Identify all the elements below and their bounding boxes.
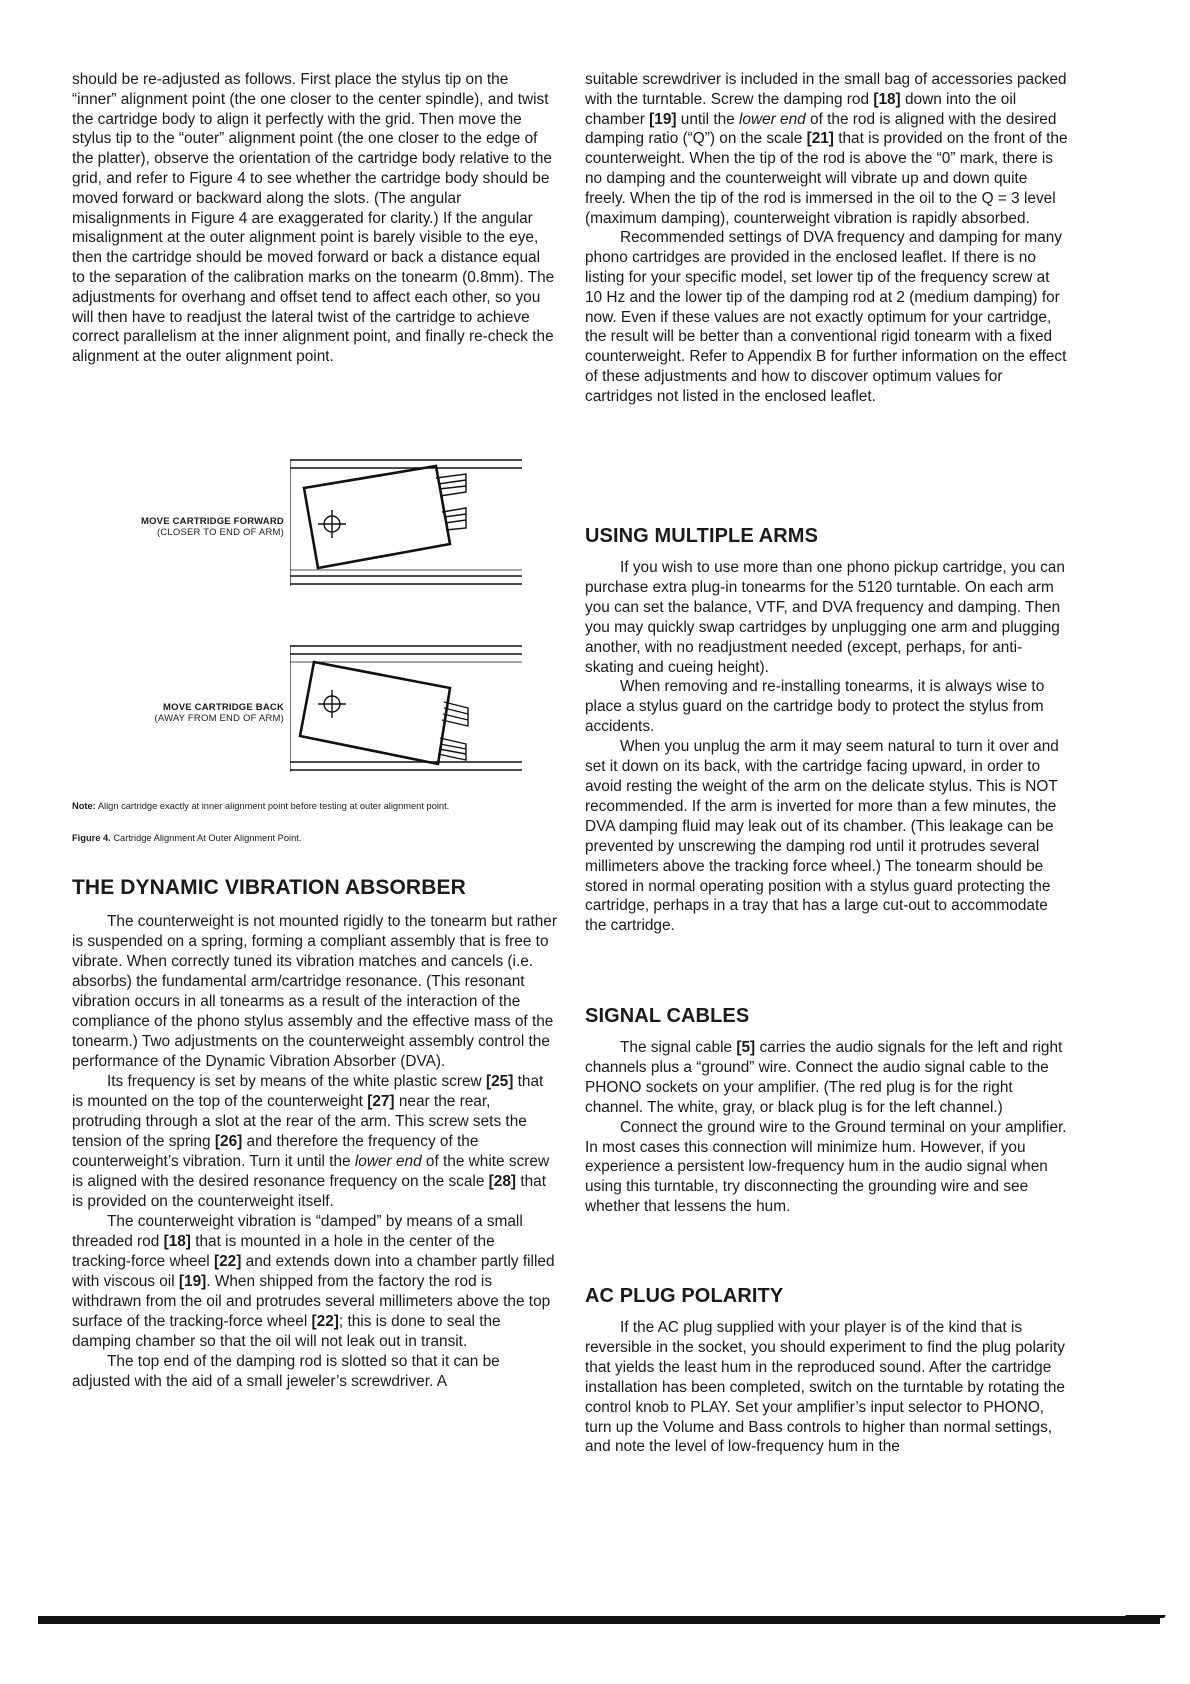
dva-paragraph-1: The counterweight is not mounted rigidly to the tonearm but rather is suspended on a spring, forming a compliant assembly that is free to vibrate. When correctly tuned its vibration matches and cancels (i.e. absorbs) the fundamental arm/cartridge resonance. (This resonant vibration occurs in all tonearms as a result of the interaction of the compliance of the phono stylus assembly and the effective mass of the tonearm.) Two adjustments on the counterweight assembly control the performance of the Dynamic Vibration Absorber (DVA).	[72, 913, 557, 1070]
dva-paragraph-2	[72, 1072, 557, 1212]
signal-cables-paragraph-1	[585, 1038, 1070, 1118]
text-run: of the white screw is aligned with the desired resonance frequency on the scale	[72, 1153, 550, 1190]
multiple-arms-heading: USING MULTIPLE ARMS	[585, 525, 819, 547]
ref-number: [19]	[178, 1273, 207, 1290]
dva-paragraph-3	[72, 1212, 557, 1352]
multiple-arms-paragraph-3: When you unplug the arm it may seem natural to turn it over and set it down on its back, with the cartridge facing upward, in order to avoid resting the weight of the arm on the delicate stylus. This is NOT recommended. If the arm is inverted for more than a few minutes, the DVA damping fluid may leak out of its chamber. (This leakage can be prevented by unscrewing the damping rod until it protrudes several millimeters above the tracking force wheel.) The tonearm should be stored in normal operating position with a stylus guard protecting the cartridge, perhaps in a tray that has a large cut-out to accommodate the cartridge.	[585, 738, 1059, 935]
figure-label-back-bold: MOVE CARTRIDGE BACK	[163, 702, 284, 713]
ac-plug-paragraph: If the AC plug supplied with your player is of the kind that is reversible in the socket, you should experiment to find the plug polarity that yields the least hum in the reproduced sound. After the cartridge installation has been completed, switch on the turntable by rotating the control knob to PLAY. Set your amplifier’s input selector to PHONO, turn up the Volume and Bass controls to higher than normal settings, and note the level of low-frequency hum in the	[585, 1319, 1065, 1456]
text-run: that is mounted in a hole in the center of the tracking-force wheel	[72, 1233, 495, 1270]
figure-note	[72, 800, 542, 813]
figure-note-prefix: Note:	[72, 801, 96, 811]
multiple-arms-paragraph-2: When removing and re-installing tonearms, it is always wise to place a stylus guard on the cartridge body to protect the stylus from accidents.	[585, 678, 1045, 736]
ref-number: [27]	[367, 1093, 395, 1110]
emphasis: lower end	[739, 110, 806, 128]
text-run: that is mounted on the top of the counterweight	[72, 1073, 544, 1110]
text-run: that is provided on the counterweight itself.	[72, 1173, 546, 1210]
ref-number: [25]	[485, 1073, 514, 1090]
ref-number: [18]	[873, 90, 901, 108]
ac-plug-section	[585, 1318, 1070, 1457]
ref-number: [21]	[806, 130, 834, 148]
figure-caption-prefix: Figure 4.	[72, 833, 111, 843]
figure-label-back-sub: (AWAY FROM END OF ARM)	[154, 713, 284, 724]
ref-number: [22]	[311, 1313, 339, 1330]
text-run: ; this is done to seal the damping chamber so that the oil will not leak out in transit.	[72, 1313, 501, 1350]
multiple-arms-paragraph-1: If you wish to use more than one phono pickup cartridge, you can purchase extra plug-in tonearms for the 5120 turntable. On each arm you can set the balance, VTF, and DVA frequency and damping. Then you may quickly swap cartridges by unplugging one arm and plugging another, with no readjustment needed (except, perhaps, for anti-skating and cueing height).	[585, 559, 1065, 676]
text-run: . When shipped from the factory the rod is withdrawn from the oil and protrudes several millimeters above the top surface of the tracking-force wheel	[72, 1273, 551, 1330]
cartridge-forward-diagram	[290, 458, 530, 588]
right-column	[585, 70, 1070, 407]
figure-label-forward	[72, 516, 284, 538]
ref-number: [19]	[649, 110, 677, 128]
signal-cables-paragraph-2: Connect the ground wire to the Ground terminal on your amplifier. In most cases this connection will minimize hum. However, if you experience a persistent low-frequency hum in the audio signal when using this turntable, try disconnecting the grounding wire and see whether that lessens the hum.	[585, 1118, 1067, 1216]
damping-paragraph	[585, 70, 1070, 228]
text-run: and therefore the frequency of the counterweight’s vibration. Turn it until the	[72, 1133, 479, 1170]
figure-note-text: Align cartridge exactly at inner alignment point before testing at outer alignment point.	[97, 801, 450, 811]
signal-cables-section	[585, 1038, 1070, 1217]
text-run: of the rod is aligned with the desired damping ratio (“Q”) on the scale	[585, 110, 1057, 148]
dva-heading: THE DYNAMIC VIBRATION ABSORBER	[72, 876, 466, 899]
text-run: near the rear, protruding through a slot at the rear of the arm. This screw sets the tension of the spring	[72, 1093, 527, 1150]
text-run: until the	[676, 110, 739, 128]
ref-number: [22]	[214, 1253, 242, 1270]
left-column	[72, 70, 557, 367]
figure-label-back	[72, 702, 284, 724]
dva-section	[72, 912, 557, 1392]
figure-label-forward-sub: (CLOSER TO END OF ARM)	[156, 527, 284, 538]
multiple-arms-section	[585, 558, 1070, 936]
dva-paragraph-4: The top end of the damping rod is slotted so that it can be adjusted with the aid of a small jeweler’s screwdriver. A	[72, 1353, 500, 1390]
alignment-paragraph: should be re-adjusted as follows. First place the stylus tip on the “inner” alignment point (the one closer to the center spindle), and twist the cartridge body to align it perfectly with the grid. Then move the stylus tip to the “outer” alignment point (the one closer to the edge of the platter), observe the orientation of the cartridge body relative to the grid, and refer to Figure 4 to see whether the cartridge body should be moved forward or backward along the slots. (The angular misalignments in Figure 4 are exaggerated for clarity.) If the angular misalignment at the outer alignment point is barely visible to the eye, then the cartridge should be moved forward or back a distance equal to the separation of the calibration marks on the tonearm (0.8mm). The adjustments for overhang and offset tend to affect each other, so you will then have to readjust the lateral twist of the cartridge to achieve correct parallelism at the inner alignment point, and finally re-check the alignment at the outer alignment point.	[72, 71, 555, 366]
ref-number: [26]	[214, 1133, 243, 1150]
signal-cables-heading: SIGNAL CABLES	[585, 1005, 750, 1027]
footer-rule	[38, 1616, 1160, 1624]
ref-number: [5]	[736, 1039, 756, 1056]
text-run: The signal cable	[620, 1039, 737, 1056]
figure-caption	[72, 832, 542, 845]
figure-caption-text: Cartridge Alignment At Outer Alignment Point.	[113, 833, 302, 843]
ref-number: [28]	[488, 1173, 517, 1190]
text-run: that is provided on the front of the counterweight. When the tip of the rod is above the “0” mark, there is no damping and the counterweight will vibrate up and down quite freely. When the tip of the rod is immersed in the oil to the Q = 3 level (maximum damping), counterweight vibration is rapidly absorbed.	[585, 130, 1068, 227]
text-run: The counterweight vibration is “damped” by means of a small threaded rod	[72, 1213, 523, 1250]
text-run: Its frequency is set by means of the white plastic screw	[107, 1073, 486, 1090]
text-run: carries the audio signals for the left and right channels plus a “ground” wire. Connect the audio signal cable to the PHONO sockets on your amplifier. (The red plug is for the right channel. The white, gray, or black plug is for the left channel.)	[585, 1039, 1063, 1116]
text-run: and extends down into a chamber partly filled with viscous oil	[72, 1253, 555, 1290]
cartridge-back-diagram	[290, 644, 530, 774]
ref-number: [18]	[163, 1233, 191, 1250]
ac-plug-heading: AC PLUG POLARITY	[585, 1285, 784, 1307]
text-run: down into the oil chamber	[585, 90, 1017, 128]
recommended-settings-paragraph: Recommended settings of DVA frequency and damping for many phono cartridges are provided in the enclosed leaflet. If there is no listing for your specific model, set lower tip of the frequency screw at 10 Hz and the lower tip of the damping rod at 2 (medium damping) for now. Even if these values are not exactly optimum for your cartridge, the result will be better than a conventional rigid tonearm with a fixed counterweight. Refer to Appendix B for further information on the effect of these adjustments and how to discover optimum values for cartridges not listed in the enclosed leaflet.	[585, 229, 1067, 405]
figure-label-forward-bold: MOVE CARTRIDGE FORWARD	[140, 516, 284, 527]
emphasis: lower end	[354, 1153, 422, 1170]
text-run: suitable screwdriver is included in the small bag of accessories packed with the turntable. Screw the damping rod	[585, 71, 1067, 108]
